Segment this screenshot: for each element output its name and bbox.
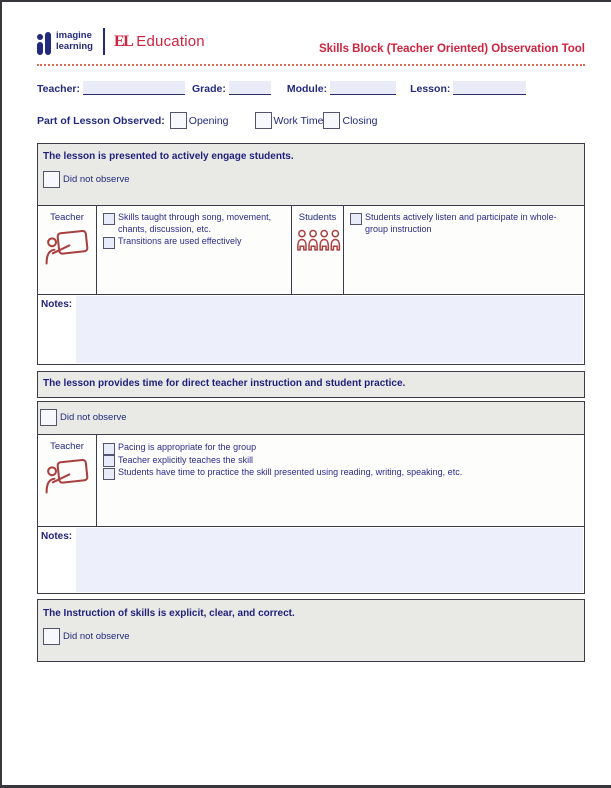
info-fields-row	[37, 81, 585, 95]
lesson-field-label: Lesson:	[410, 83, 451, 95]
section2-title-bar	[37, 371, 585, 398]
section2-did-not-observe	[40, 409, 579, 426]
checklist-item	[103, 236, 287, 249]
section2-did-not-observe-label: Did not observe	[60, 412, 127, 423]
logo-line2: learning	[56, 40, 93, 52]
el-education-wordmark: Education	[136, 33, 205, 50]
teacher-field-label: Teacher:	[37, 83, 80, 95]
imagine-learning-wordmark	[56, 31, 93, 52]
section3-did-not-observe-label: Did not observe	[63, 631, 130, 642]
closing-label: Closing	[342, 114, 378, 127]
grade-field	[192, 81, 271, 95]
section-teacher-instruction	[37, 401, 585, 594]
section1-did-not-observe	[43, 171, 579, 188]
students-group-icon	[296, 228, 339, 257]
section1-header	[38, 144, 584, 205]
section1-students-items	[343, 206, 584, 294]
checklist-item-label: Teacher explicitly teaches the skill	[118, 454, 254, 465]
section3-did-not-observe	[43, 628, 579, 645]
dotted-separator	[37, 64, 585, 66]
grade-field-input[interactable]	[229, 81, 271, 95]
section2-notes-input[interactable]	[76, 528, 583, 592]
section1-did-not-observe-checkbox[interactable]	[43, 171, 60, 188]
section-engage-students	[37, 143, 585, 365]
section1-teacher-role-label: Teacher	[50, 212, 84, 223]
section3-title: The Instruction of skills is explicit, clear, and correct.	[43, 608, 295, 619]
pacing-checkbox[interactable]	[103, 443, 115, 455]
transitions-checkbox[interactable]	[103, 237, 115, 249]
grade-field-label: Grade:	[192, 83, 226, 95]
skills-taught-checkbox[interactable]	[103, 213, 115, 225]
section2-teacher-role-label: Teacher	[50, 441, 84, 452]
checklist-item-label: Students actively listen and participate in whole-group instruction	[365, 212, 557, 234]
section2-title: The lesson provides time for direct teacher instruction and student practice.	[43, 378, 406, 389]
logo-line1: imagine	[56, 30, 92, 42]
checklist-item	[103, 467, 580, 480]
section-instruction-explicit	[37, 599, 585, 662]
section2-teacher-cell	[38, 435, 96, 526]
section1-teacher-items	[96, 206, 291, 294]
section1-teacher-cell	[38, 206, 96, 294]
actively-listen-checkbox[interactable]	[350, 213, 362, 225]
section2-notes-label: Notes:	[41, 531, 73, 542]
checklist-item-label: Students have time to practice the skill presented using reading, writing, speaking, etc.	[118, 467, 463, 477]
section1-did-not-observe-label: Did not observe	[63, 174, 130, 185]
checklist-item	[103, 455, 580, 468]
section1-students-role-label: Students	[298, 212, 337, 223]
practice-time-checkbox[interactable]	[103, 468, 115, 480]
checklist-item	[103, 442, 580, 455]
teacher-presenting-icon	[42, 228, 92, 266]
section1-title: The lesson is presented to actively engage students.	[43, 151, 294, 162]
logo-divider	[103, 28, 105, 55]
closing-checkbox[interactable]	[323, 112, 340, 129]
brand-logos	[37, 28, 205, 55]
section1-students-cell	[291, 206, 343, 294]
checklist-item-label: Pacing is appropriate for the group	[118, 442, 257, 452]
work-time-label: Work Time	[273, 114, 324, 127]
section2-observation-grid	[38, 434, 584, 527]
section1-notes-label: Notes:	[41, 299, 73, 310]
section1-observation-grid	[38, 205, 584, 295]
teacher-field-input[interactable]	[83, 81, 185, 95]
section1-notes-input[interactable]	[76, 296, 583, 363]
teacher-field	[37, 81, 185, 95]
checklist-item-label: Skills taught through song, movement, chants, discussion, etc.	[118, 212, 272, 234]
checklist-item	[350, 212, 580, 235]
section2-teacher-items	[96, 435, 584, 526]
section2-did-not-observe-checkbox[interactable]	[40, 409, 57, 426]
part-of-lesson-row	[37, 112, 585, 129]
imagine-learning-icon	[37, 28, 51, 55]
section2-header	[38, 402, 584, 434]
el-education-icon: EL	[113, 32, 133, 50]
part-of-lesson-label: Part of Lesson Observed:	[37, 114, 165, 127]
module-field-label: Module:	[286, 83, 328, 95]
module-field	[287, 81, 396, 95]
section2-notes-row	[38, 527, 584, 593]
lesson-field	[410, 81, 526, 95]
explicit-teaching-checkbox[interactable]	[103, 455, 115, 467]
work-time-checkbox[interactable]	[255, 112, 272, 129]
section3-did-not-observe-checkbox[interactable]	[43, 628, 60, 645]
header	[37, 28, 585, 55]
teacher-presenting-icon	[42, 457, 92, 495]
section1-notes-row	[38, 295, 584, 364]
module-field-input[interactable]	[330, 81, 396, 95]
document-title: Skills Block (Teacher Oriented) Observation Tool	[318, 43, 585, 55]
opening-checkbox[interactable]	[170, 112, 187, 129]
opening-label: Opening	[188, 114, 229, 127]
checklist-item	[103, 212, 287, 235]
checklist-item-label: Transitions are used effectively	[118, 236, 242, 247]
lesson-field-input[interactable]	[453, 81, 526, 95]
